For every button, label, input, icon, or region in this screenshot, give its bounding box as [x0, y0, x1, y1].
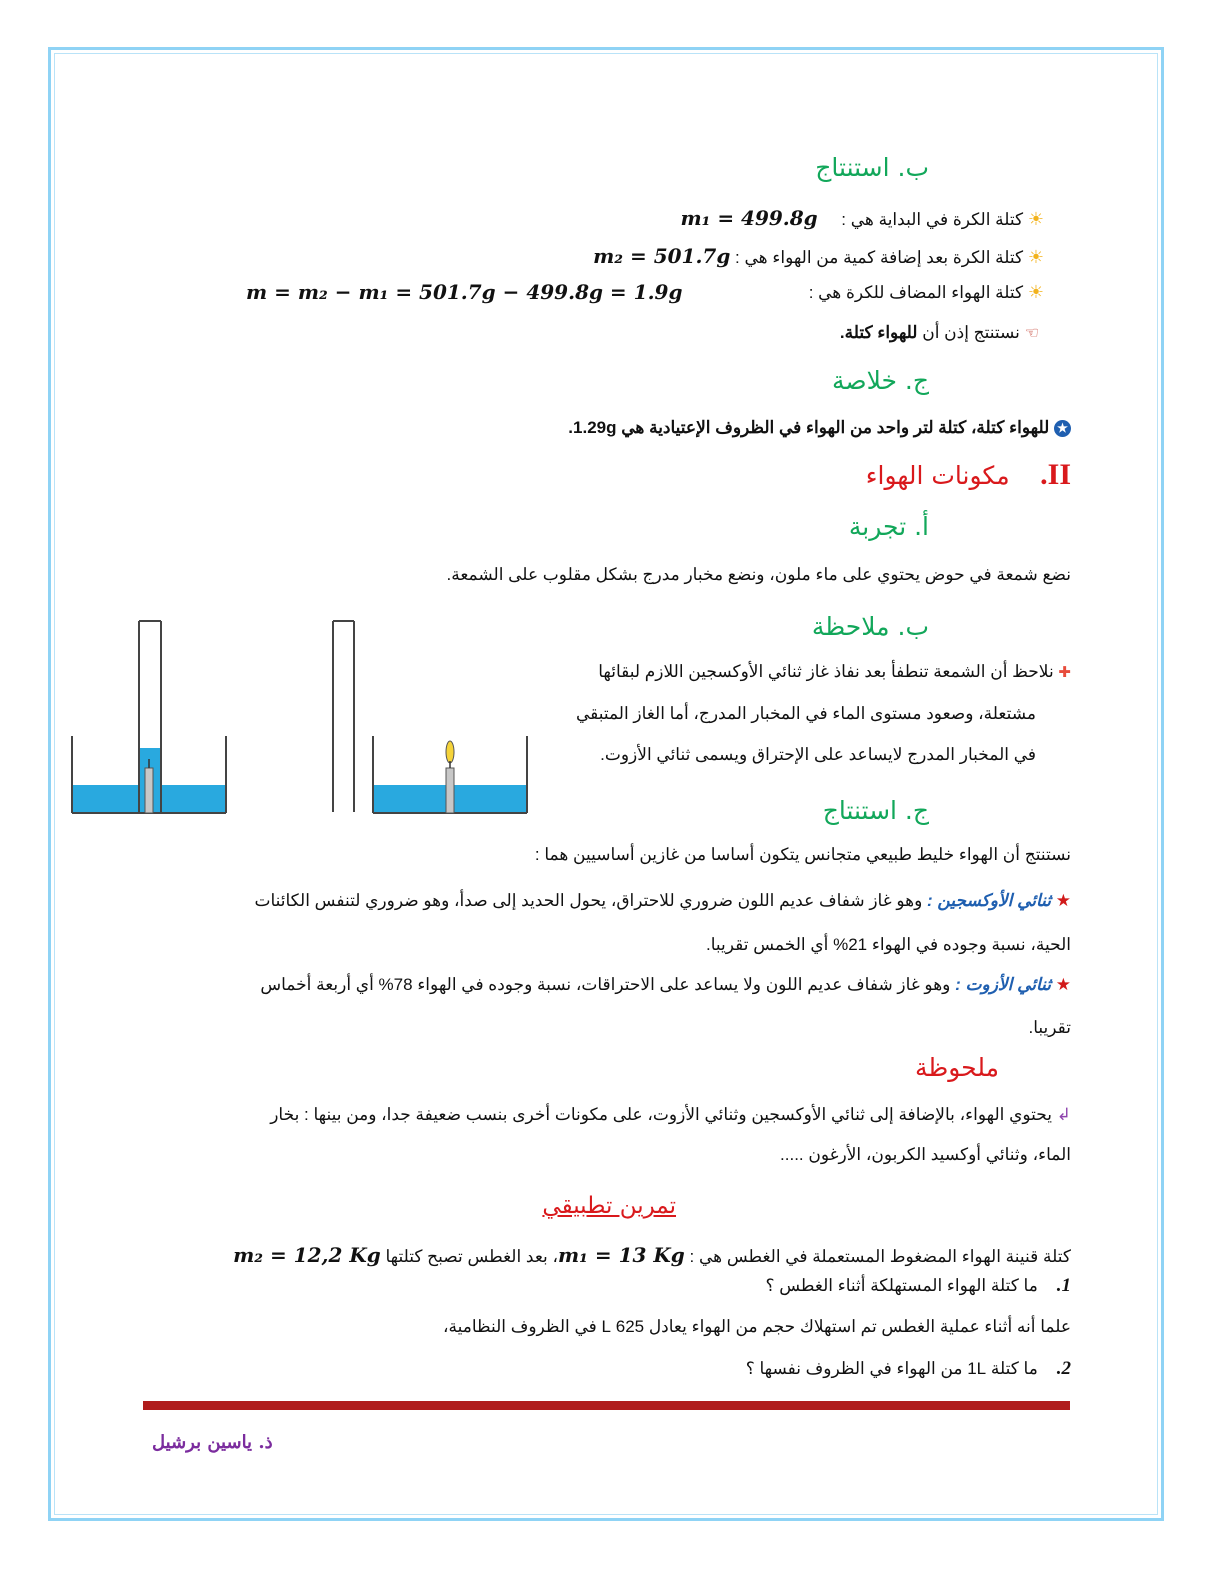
summary-text: للهواء كتلة، كتلة لتر واحد من الهواء في الظروف الإعتيادية هي 1.29g.	[568, 418, 1050, 437]
candle-experiment-illustration	[70, 618, 530, 818]
summary-line	[568, 418, 1071, 438]
note-text-1: يحتوي الهواء، بالإضافة إلى ثنائي الأوكسجين وثنائي الأزوت، على مكونات أخرى بنسب ضعيفة جدا، ومن بينها : بخار	[270, 1105, 1053, 1124]
question-1-text: ما كتلة الهواء المستهلكة أثناء الغطس ؟	[765, 1276, 1038, 1295]
note-heading: ملحوظة	[914, 1053, 999, 1082]
tank-before	[373, 736, 527, 813]
exercise-info: علما أنه أثناء عملية الغطس تم استهلاك حجم من الهواء يعادل 625 L في الظروف النظامية،	[443, 1317, 1071, 1336]
candle	[145, 768, 153, 813]
exercise-intro-a: كتلة قنينة الهواء المضغوط المستعملة في الغطس هي :	[689, 1247, 1071, 1266]
question-2-number: 2.	[1056, 1358, 1071, 1379]
observation-line-2: مشتعلة، وصعود مستوى الماء في المخبار المدرج، أما الغاز المتبقي	[575, 704, 1036, 723]
observation-line-1	[598, 662, 1071, 682]
section-c-heading: ج. خلاصة	[831, 366, 929, 395]
sun-icon: ☀	[1027, 209, 1044, 229]
candle	[446, 768, 454, 813]
conclusion-bold: للهواء كتلة.	[839, 323, 918, 342]
deduction-intro: نستنتج أن الهواء خليط طبيعي متجانس يتكون أساسا من غازين أساسيين هما :	[534, 845, 1071, 864]
note-line-1	[270, 1105, 1071, 1125]
observation-line-3: في المخبار المدرج لايساعد على الإحتراق ويسمى ثنائي الأزوت.	[600, 745, 1036, 764]
star-circle-icon: ★	[1054, 420, 1071, 437]
tube-before	[333, 621, 354, 812]
observation-text-1: نلاحظ أن الشمعة تنطفأ بعد نفاذ غاز ثنائي الأوكسجين اللازم لبقائها	[598, 662, 1054, 681]
exercise-intro-b: ، بعد الغطس تصبح كتلتها	[385, 1247, 558, 1266]
oxygen-label: ثنائي الأوكسجين :	[927, 891, 1052, 910]
question-2-text: ما كتلة 1L من الهواء في الظروف نفسها ؟	[745, 1359, 1038, 1378]
mass-initial-label: كتلة الكرة في البداية هي :	[841, 210, 1024, 229]
four-color-plus-icon: ✚	[1058, 664, 1071, 681]
oxygen-text-1: وهو غاز شفاف عديم اللون ضروري للاحتراق، يحول الحديد إلى صدأ، وهو ضروري لتنفس الكائنات	[254, 891, 923, 910]
nitrogen-line-2: تقريبا.	[1028, 1018, 1071, 1037]
author-name: ذ. ياسين برشيل	[152, 1432, 273, 1453]
question-1-number: 1.	[1056, 1275, 1071, 1296]
exercise-heading: تمرين تطبيقي	[542, 1193, 676, 1219]
exercise-intro	[233, 1243, 1071, 1267]
nitrogen-label: ثنائي الأزوت :	[955, 975, 1052, 994]
oxygen-line-2: الحية، نسبة وجوده في الهواء 21% أي الخمس تقريبا.	[706, 935, 1071, 954]
footer-bar	[143, 1401, 1070, 1410]
pointing-hand-icon: ☜	[1024, 325, 1039, 342]
mass-air-formula: m = m₂ − m₁ = 501.7g − 499.8g = 1.9g	[246, 280, 683, 304]
red-star-icon: ★	[1055, 975, 1071, 994]
curved-arrow-icon: ↲	[1056, 1105, 1071, 1124]
observation-heading: ب. ملاحظة	[811, 612, 929, 641]
tank-after	[72, 621, 226, 813]
oxygen-line-1	[254, 891, 1071, 911]
question-2	[746, 1358, 1071, 1380]
mass-after-line	[593, 244, 1044, 268]
exercise-m2: m₂ = 12,2 Kg	[233, 1243, 381, 1267]
part2-numeral: II.	[1040, 458, 1071, 491]
flame	[446, 741, 454, 763]
experiment-heading: أ. تجربة	[848, 512, 929, 541]
mass-air-label: كتلة الهواء المضاف للكرة هي :	[808, 283, 1024, 302]
part2-title: مكونات الهواء	[865, 461, 1010, 490]
section-b-heading: ب. استنتاج	[815, 153, 929, 182]
sun-icon: ☀	[1027, 282, 1044, 302]
nitrogen-text-1: وهو غاز شفاف عديم اللون ولا يساعد على الاحتراقات، نسبة وجوده في الهواء 78% أي أربعة أخماس	[260, 975, 951, 994]
mass-after-label: كتلة الكرة بعد إضافة كمية من الهواء هي :	[735, 248, 1024, 267]
conclusion-prefix: نستنتج إذن أن	[922, 323, 1020, 342]
part2-heading	[866, 458, 1071, 492]
nitrogen-line-1	[260, 975, 1071, 995]
red-star-icon: ★	[1055, 891, 1071, 910]
conclusion-line	[840, 323, 1039, 343]
mass-air-line	[809, 282, 1044, 303]
sun-icon: ☀	[1027, 247, 1044, 267]
mass-after-value: m₂ = 501.7g	[593, 244, 731, 268]
mass-initial-value: m₁ = 499.8g	[680, 206, 818, 230]
mass-initial-line	[680, 206, 1044, 230]
note-line-2: الماء، وثنائي أوكسيد الكربون، الأرغون .....	[780, 1145, 1071, 1164]
deduction-heading: ج. استنتاج	[822, 796, 929, 825]
exercise-m1: m₁ = 13 Kg	[558, 1243, 685, 1267]
experiment-text: نضع شمعة في حوض يحتوي على ماء ملون، ونضع مخبار مدرج بشكل مقلوب على الشمعة.	[446, 565, 1071, 584]
question-1	[766, 1275, 1071, 1297]
